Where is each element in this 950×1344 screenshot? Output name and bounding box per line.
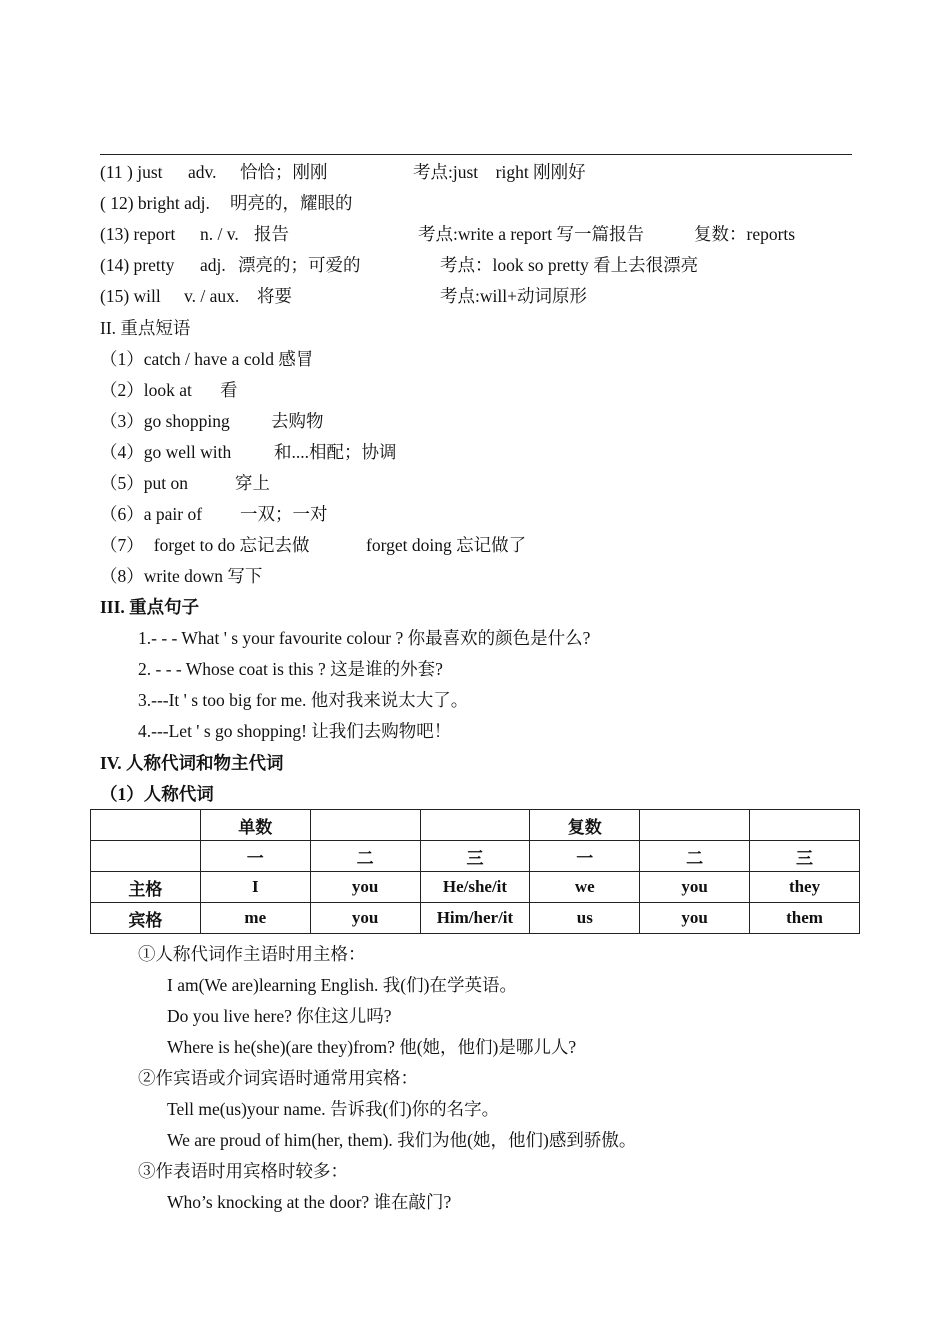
table-cell: 主格 — [91, 872, 201, 903]
phrase-text: write down 写下 — [143, 566, 263, 586]
table-cell: you — [310, 903, 420, 934]
table-cell: 宾格 — [91, 903, 201, 934]
phrase-number: （6） — [100, 504, 144, 524]
table-row — [91, 810, 860, 841]
phrase-meaning: 看 — [220, 380, 238, 400]
table-cell: 二 — [310, 841, 420, 872]
sentence-item: 3.---It ' s too big for me. 他对我来说太大了。 — [138, 690, 469, 710]
rule-example: Who’s knocking at the door? 谁在敲门? — [167, 1192, 452, 1212]
phrase-number: （3） — [100, 411, 144, 431]
phrase-number: （7） — [100, 535, 144, 555]
table-cell: Him/her/it — [420, 903, 530, 934]
table-cell — [420, 810, 530, 841]
personal-pronoun-table — [90, 809, 860, 934]
phrase-text: look at — [143, 380, 192, 400]
phrase-text: catch / have a cold 感冒 — [143, 349, 314, 369]
vocab-head: ( 12) bright adj. — [100, 193, 210, 213]
table-cell: they — [750, 872, 860, 903]
table-cell: 单数 — [200, 810, 310, 841]
rule-heading: ③作表语时用宾格时较多： — [138, 1161, 348, 1181]
rule-example: I am(We are)learning English. 我(们)在学英语。 — [167, 975, 517, 995]
vocab-meaning: 将要 — [257, 286, 292, 306]
phrase-text: forget to do 忘记去做 — [153, 535, 310, 555]
rule-example: Do you live here? 你住这儿吗? — [167, 1006, 392, 1026]
table-cell: them — [750, 903, 860, 934]
pronouns-subheading: （1）人称代词 — [100, 784, 214, 804]
vocab-meaning: 明亮的，耀眼的 — [230, 193, 353, 213]
rule-example: We are proud of him(her, them). 我们为他(她，他们)感到骄傲。 — [167, 1130, 637, 1150]
phrase-text: go shopping — [143, 411, 230, 431]
phrase-item — [100, 473, 270, 493]
phrase-meaning: 去购物 — [271, 411, 324, 431]
table-cell: me — [200, 903, 310, 934]
table-cell: we — [530, 872, 640, 903]
phrase-item — [100, 411, 324, 431]
phrase-item — [100, 349, 313, 369]
table-cell — [91, 841, 201, 872]
table-cell: 一 — [200, 841, 310, 872]
phrase-item — [100, 504, 328, 524]
vocab-note: 考点:write a report 写一篇报告 — [418, 224, 644, 244]
table-cell: 一 — [530, 841, 640, 872]
vocab-meaning: 恰恰；刚刚 — [240, 162, 328, 182]
table-cell — [91, 810, 201, 841]
vocab-head: (13) report — [100, 224, 176, 244]
table-cell: 三 — [420, 841, 530, 872]
phrase-item — [100, 380, 238, 400]
vocab-note: 考点:just right 刚刚好 — [413, 162, 586, 182]
sentence-item: 4.---Let ' s go shopping! 让我们去购物吧！ — [138, 721, 452, 741]
phrase-text: a pair of — [143, 504, 203, 524]
phrase-item — [100, 535, 527, 555]
phrase-alt: forget doing 忘记做了 — [366, 535, 527, 555]
phrase-number: （8） — [100, 566, 144, 586]
header-rule — [100, 154, 852, 155]
table-row — [91, 903, 860, 934]
table-cell: 二 — [640, 841, 750, 872]
sentence-item: 2. - - - Whose coat is this ? 这是谁的外套? — [138, 659, 443, 679]
vocab-meaning: 漂亮的；可爱的 — [238, 255, 361, 275]
phrase-number: （2） — [100, 380, 144, 400]
rule-heading: ②作宾语或介词宾语时通常用宾格： — [138, 1068, 418, 1088]
rule-example: Tell me(us)your name. 告诉我(们)你的名字。 — [167, 1099, 500, 1119]
vocab-head: (15) will — [100, 286, 161, 306]
vocab-head: (11 ) just — [100, 162, 163, 182]
vocab-note: 考点：look so pretty 看上去很漂亮 — [440, 255, 699, 275]
table-cell: He/she/it — [420, 872, 530, 903]
table-cell — [640, 810, 750, 841]
table-cell — [310, 810, 420, 841]
table-cell: you — [310, 872, 420, 903]
phrase-meaning: 穿上 — [235, 473, 270, 493]
phrase-text: put on — [143, 473, 188, 493]
rule-example: Where is he(she)(are they)from? 他(她，他们)是哪儿人? — [167, 1037, 577, 1057]
phrase-meaning: 和....相配；协调 — [274, 442, 397, 462]
table-row — [91, 872, 860, 903]
vocab-head: (14) pretty — [100, 255, 175, 275]
phrases-heading: II. 重点短语 — [100, 318, 191, 338]
sentences-heading: III. 重点句子 — [100, 597, 200, 617]
vocab-pos: adj. — [200, 255, 226, 275]
phrase-text: go well with — [143, 442, 232, 462]
vocab-pos: adv. — [188, 162, 217, 182]
table-cell: 三 — [750, 841, 860, 872]
phrase-item — [100, 442, 397, 462]
phrase-meaning: 一双；一对 — [240, 504, 328, 524]
phrase-item — [100, 566, 262, 586]
table-row — [91, 841, 860, 872]
rule-heading: ①人称代词作主语时用主格： — [138, 944, 366, 964]
vocab-pos: v. / aux. — [184, 286, 240, 306]
table-cell: you — [640, 872, 750, 903]
vocab-note: 考点:will+动词原形 — [440, 286, 587, 306]
table-cell: I — [200, 872, 310, 903]
table-cell: us — [530, 903, 640, 934]
phrase-number: （5） — [100, 473, 144, 493]
phrase-number: （1） — [100, 349, 144, 369]
vocab-pos: n. / v. — [200, 224, 239, 244]
table-cell — [750, 810, 860, 841]
pronouns-heading: IV. 人称代词和物主代词 — [100, 753, 284, 773]
phrase-number: （4） — [100, 442, 144, 462]
table-cell: you — [640, 903, 750, 934]
table-cell: 复数 — [530, 810, 640, 841]
vocab-meaning: 报告 — [254, 224, 289, 244]
sentence-item: 1.- - - What ' s your favourite colour ? 你最喜欢的颜色是什么? — [138, 628, 591, 648]
vocab-extra: 复数：reports — [694, 224, 796, 244]
